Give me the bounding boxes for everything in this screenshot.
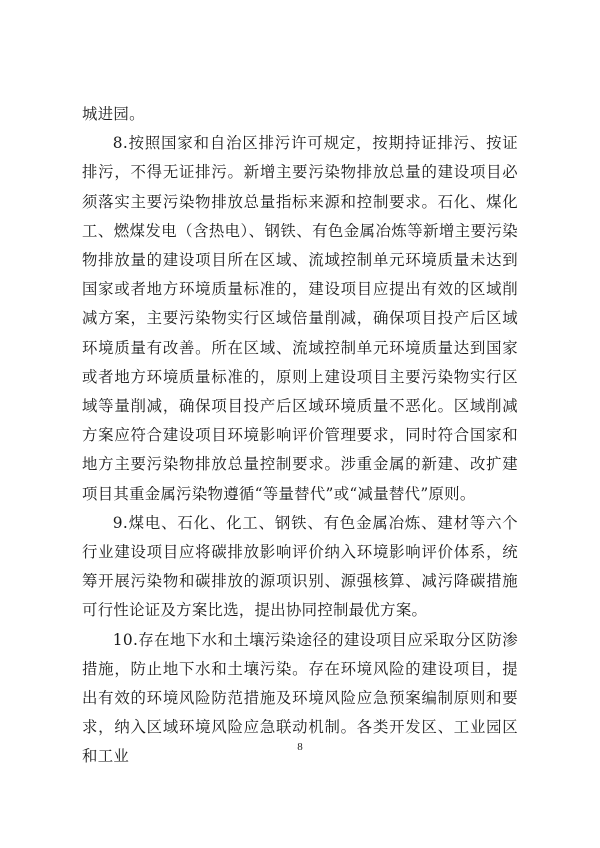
page-number: 8 [297, 741, 303, 753]
paragraph-continuation: 城进园。 [82, 105, 145, 123]
paragraph-item-8: 8.按照国家和自治区排污许可规定，按期持证排污、按证排污，不得无证排污。新增主要污染物排放总量的建设项目必须落实主要污染物排放总量指标来源和控制要求。石化、煤化工、燃煤发电（含热电）、钢铁、有色金属冶炼等新增主要污染物排放量的建设项目所在区域、流域控制单元环境质量未达到国家或者地方环境质量标准的，建设项目应提出有效的区域削减方案，主要污染物实行区域倍量削减，确保项目投产后区域环境质量有改善。所在区域、流域控制单元环境质量达到国家或者地方环境质量标准的，原则上建设项目主要污染物实行区域等量削减，确保项目投产后区域环境质量不恶化。区域削减方案应符合建设项目环境影响评价管理要求，同时符合国家和地方主要污染物排放总量控制要求。涉重金属的新建、改扩建项目其重金属污染物遵循“等量替代”或“减量替代”原则。 [82, 134, 518, 503]
paragraph-item-10: 10.存在地下水和土壤污染途径的建设项目应采取分区防渗措施，防止地下水和土壤污染。存在环境风险的建设项目，提出有效的环境风险防范措施及环境风险应急预案编制原则和要求，纳入区域环境风险应急联动机制。各类开发区、工业园区和工业 [82, 630, 518, 766]
paragraph-item-9: 9.煤电、石化、化工、钢铁、有色金属冶炼、建材等六个行业建设项目应将碳排放影响评价纳入环境影响评价体系，统筹开展污染物和碳排放的源项识别、源强核算、减污降碳措施可行性论证及方案比选，提出协同控制最优方案。 [82, 513, 518, 620]
body-text [82, 100, 518, 772]
